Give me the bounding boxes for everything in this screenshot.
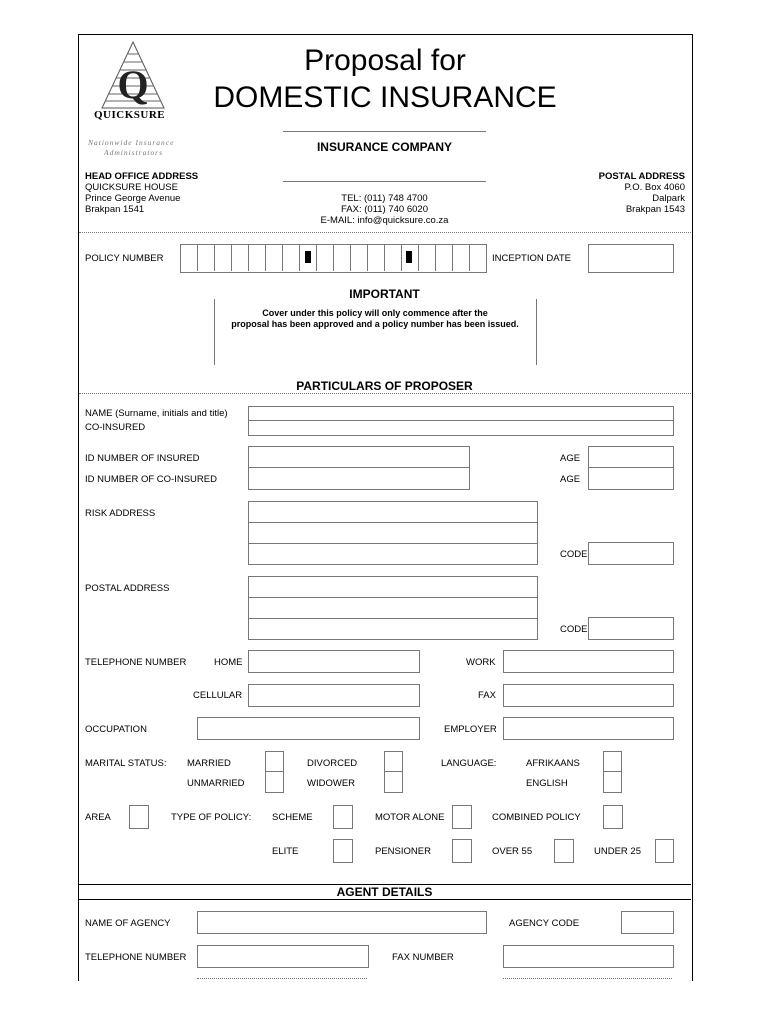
area-checkbox[interactable] xyxy=(129,805,149,829)
employer-input[interactable] xyxy=(503,717,674,740)
risk-address-label: RISK ADDRESS xyxy=(85,508,156,519)
divider xyxy=(283,131,486,132)
tagline-line1: Nationwide Insurance xyxy=(88,138,175,147)
important-line1: Cover under this policy will only commence after the xyxy=(262,308,488,318)
age-insured-input[interactable] xyxy=(588,446,674,469)
occupation-label: OCCUPATION xyxy=(85,724,147,735)
risk-address-input-2[interactable] xyxy=(248,522,538,545)
head-office-line1: QUICKSURE HOUSE xyxy=(85,182,178,193)
digit-cell xyxy=(452,244,469,271)
work-phone-input[interactable] xyxy=(503,650,674,673)
coinsured-label: CO-INSURED xyxy=(85,422,146,433)
digit-cell xyxy=(418,244,435,271)
married-checkbox[interactable] xyxy=(265,751,284,773)
postal-line1: P.O. Box 4060 xyxy=(624,182,685,193)
id-insured-input[interactable] xyxy=(248,446,470,469)
digit-cell xyxy=(367,244,384,271)
postal-address-input-3[interactable] xyxy=(248,618,538,640)
widower-checkbox[interactable] xyxy=(384,771,403,793)
age-label: AGE xyxy=(560,453,581,464)
divider xyxy=(283,181,486,182)
risk-address-input-3[interactable] xyxy=(248,543,538,565)
married-label: MARRIED xyxy=(187,758,231,769)
fax-label: FAX xyxy=(478,690,496,701)
section-divider xyxy=(79,232,691,233)
agent-section-title: AGENT DETAILS xyxy=(336,885,433,899)
over-55-label: OVER 55 xyxy=(492,846,533,857)
inception-date-label: INCEPTION DATE xyxy=(492,253,571,264)
digit-cell xyxy=(469,244,486,271)
under-25-checkbox[interactable] xyxy=(655,839,674,863)
pensioner-checkbox[interactable] xyxy=(452,839,472,863)
scheme-checkbox[interactable] xyxy=(333,805,353,829)
id-insured-label: ID NUMBER OF INSURED xyxy=(85,453,200,464)
coinsured-input[interactable] xyxy=(248,420,674,436)
postal-label: POSTAL ADDRESS xyxy=(598,171,685,182)
postal-line3: Brakpan 1543 xyxy=(625,204,685,215)
code-label: CODE xyxy=(560,624,588,635)
proposer-section-title: PARTICULARS OF PROPOSER xyxy=(296,379,473,393)
page-title: DOMESTIC INSURANCE xyxy=(213,81,557,114)
divorced-checkbox[interactable] xyxy=(384,751,403,773)
over-55-checkbox[interactable] xyxy=(554,839,574,863)
insurance-company: INSURANCE COMPANY xyxy=(316,140,453,154)
section-divider xyxy=(79,899,691,900)
signature-line xyxy=(197,978,367,979)
digit-cell xyxy=(350,244,367,271)
digit-cell xyxy=(248,244,265,271)
digit-cell xyxy=(282,244,299,271)
policy-number-label: POLICY NUMBER xyxy=(85,253,164,264)
digit-cell xyxy=(316,244,333,271)
postal-address-input-2[interactable] xyxy=(248,597,538,620)
divorced-label: DIVORCED xyxy=(307,758,358,769)
occupation-input[interactable] xyxy=(197,717,420,740)
id-coinsured-label: ID NUMBER OF CO-INSURED xyxy=(85,474,217,485)
widower-label: WIDOWER xyxy=(307,778,356,789)
contact-fax: FAX: (011) 740 6020 xyxy=(341,204,428,215)
agent-fax-input[interactable] xyxy=(503,945,674,968)
head-office-line3: Brakpan 1541 xyxy=(85,204,145,215)
elite-label: ELITE xyxy=(272,846,299,857)
agency-code-input[interactable] xyxy=(621,911,674,934)
agent-fax-label: FAX NUMBER xyxy=(392,952,454,963)
area-label: AREA xyxy=(85,812,111,823)
name-label: NAME (Surname, initials and title) xyxy=(85,408,228,419)
fax-input[interactable] xyxy=(503,684,674,707)
separator-mark xyxy=(305,251,311,263)
agency-code-label: AGENCY CODE xyxy=(509,918,580,929)
title-line1: Proposal for xyxy=(304,44,466,77)
cellular-input[interactable] xyxy=(248,684,420,707)
agent-telephone-label: TELEPHONE NUMBER xyxy=(85,952,187,963)
type-of-policy-label: TYPE OF POLICY: xyxy=(171,812,252,823)
frame-line xyxy=(536,299,537,365)
age-label: AGE xyxy=(560,474,581,485)
work-label: WORK xyxy=(466,657,496,668)
scheme-label: SCHEME xyxy=(272,812,313,823)
english-label: ENGLISH xyxy=(526,778,568,789)
telephone-label: TELEPHONE NUMBER xyxy=(85,657,187,668)
separator-mark xyxy=(406,251,412,263)
tagline-line2: Administrators xyxy=(104,148,164,157)
postal-line2: Dalpark xyxy=(652,193,685,204)
english-checkbox[interactable] xyxy=(603,771,622,793)
inception-date-input[interactable] xyxy=(588,244,674,273)
digit-cell xyxy=(197,244,214,271)
marital-status-label: MARITAL STATUS: xyxy=(85,758,167,769)
logo-wordmark: QUICKSURE xyxy=(94,109,166,121)
afrikaans-checkbox[interactable] xyxy=(603,751,622,773)
home-label: HOME xyxy=(214,657,243,668)
elite-checkbox[interactable] xyxy=(333,839,353,863)
age-coinsured-input[interactable] xyxy=(588,467,674,490)
cellular-label: CELLULAR xyxy=(193,690,243,701)
agency-name-input[interactable] xyxy=(197,911,487,934)
agency-name-label: NAME OF AGENCY xyxy=(85,918,171,929)
contact-email: E-MAIL: info@quicksure.co.za xyxy=(320,215,449,226)
contact-tel: TEL: (011) 748 4700 xyxy=(341,193,428,204)
digit-cell xyxy=(384,244,401,271)
agent-telephone-input[interactable] xyxy=(197,945,369,968)
language-label: LANGUAGE: xyxy=(441,758,497,769)
digit-cell xyxy=(333,244,350,271)
motor-alone-label: MOTOR ALONE xyxy=(375,812,445,823)
id-coinsured-input[interactable] xyxy=(248,467,470,490)
head-office-line2: Prince George Avenue xyxy=(85,193,181,204)
postal-address-label: POSTAL ADDRESS xyxy=(85,583,170,594)
unmarried-label: UNMARRIED xyxy=(187,778,245,789)
under-25-label: UNDER 25 xyxy=(594,846,641,857)
digit-cell xyxy=(214,244,231,271)
frame-line xyxy=(214,299,215,365)
risk-address-input-1[interactable] xyxy=(248,501,538,524)
combined-policy-checkbox[interactable] xyxy=(603,805,623,829)
important-line2: proposal has been approved and a policy number has been issued. xyxy=(231,319,519,329)
digit-cell xyxy=(231,244,248,271)
code-label: CODE xyxy=(560,549,588,560)
unmarried-checkbox[interactable] xyxy=(265,771,284,793)
combined-policy-label: COMBINED POLICY xyxy=(492,812,581,823)
postal-address-input-1[interactable] xyxy=(248,576,538,599)
postal-code-input[interactable] xyxy=(588,617,674,640)
home-phone-input[interactable] xyxy=(248,650,420,673)
pensioner-label: PENSIONER xyxy=(375,846,431,857)
head-office-label: HEAD OFFICE ADDRESS xyxy=(85,171,199,182)
signature-line xyxy=(503,978,672,979)
risk-code-input[interactable] xyxy=(588,542,674,565)
important-title: IMPORTANT xyxy=(349,287,420,301)
svg-text:Q: Q xyxy=(117,62,149,107)
motor-alone-checkbox[interactable] xyxy=(452,805,472,829)
section-divider xyxy=(79,393,691,394)
digit-cell xyxy=(265,244,282,271)
digit-cell xyxy=(435,244,452,271)
afrikaans-label: AFRIKAANS xyxy=(526,758,580,769)
employer-label: EMPLOYER xyxy=(444,724,497,735)
